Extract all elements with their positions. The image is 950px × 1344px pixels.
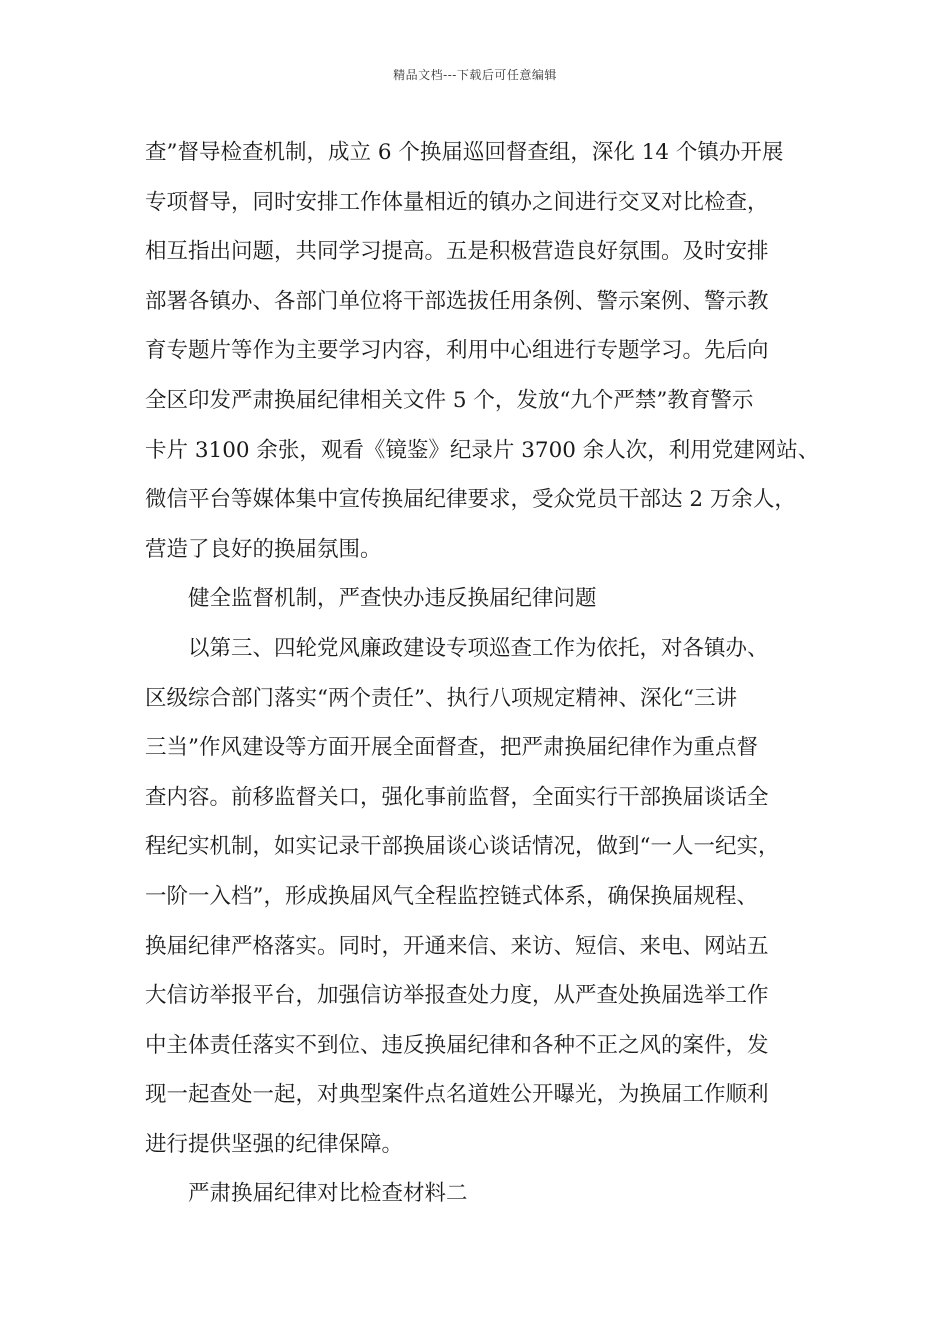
document-body <box>145 128 835 1219</box>
paragraph <box>145 624 835 1170</box>
text-line: 查”督导检查机制，成立 6 个换届巡回督查组，深化 14 个镇办开展 <box>145 140 784 165</box>
paragraph <box>145 128 835 574</box>
text-line: 营造了良好的换届氛围。 <box>145 536 382 562</box>
text-line: 查内容。前移监督关口，强化事前监督，全面实行干部换届谈话全 <box>145 784 769 810</box>
text-line: 相互指出问题，共同学习提高。五是积极营造良好氛围。及时安排 <box>145 239 769 265</box>
text-line: 专项督导，同时安排工作体量相近的镇办之间进行交叉对比检查， <box>145 189 769 215</box>
text-line: 一阶一入档”，形成换届风气全程监控链式体系，确保换届规程、 <box>145 883 758 909</box>
text-line: 卡片 3100 余张，观看《镜鉴》纪录片 3700 余人次，利用党建网站、 <box>145 437 820 463</box>
text-line: 换届纪律严格落实。同时，开通来信、来访、短信、来电、网站五 <box>145 933 769 959</box>
text-line: 区级综合部门落实“两个责任”、执行八项规定精神、深化“三讲 <box>145 685 737 711</box>
text-line: 微信平台等媒体集中宣传换届纪律要求，受众党员干部达 2 万余人， <box>145 487 796 513</box>
text-line: 程纪实机制，如实记录干部换届谈心谈话情况，做到“一人一纪实， <box>145 834 780 860</box>
section-heading: 健全监督机制，严查快办违反换届纪律问题 <box>188 586 597 612</box>
text-line: 全区印发严肃换届纪律相关文件 5 个，发放“九个严禁”教育警示 <box>145 387 754 413</box>
text-line: 育专题片等作为主要学习内容，利用中心组进行专题学习。先后向 <box>145 338 769 364</box>
text-line: 三当”作风建设等方面开展全面督查，把严肃换届纪律作为重点督 <box>145 735 758 761</box>
section-heading: 严肃换届纪律对比检查材料二 <box>188 1181 468 1207</box>
page-header: 精品文档---下载后可任意编辑 <box>393 68 557 82</box>
text-line: 进行提供坚强的纪律保障。 <box>145 1131 404 1157</box>
text-line: 部署各镇办、各部门单位将干部选拔任用条例、警示案例、警示教 <box>145 288 769 314</box>
text-line: 中主体责任落实不到位、违反换届纪律和各种不正之风的案件，发 <box>145 1032 769 1058</box>
text-line: 大信访举报平台，加强信访举报查处力度，从严查处换届选举工作 <box>145 983 769 1009</box>
text-line: 以第三、四轮党风廉政建设专项巡查工作为依托，对各镇办、 <box>188 635 769 661</box>
text-line: 现一起查处一起，对典型案件点名道姓公开曝光，为换届工作顺利 <box>145 1082 769 1108</box>
